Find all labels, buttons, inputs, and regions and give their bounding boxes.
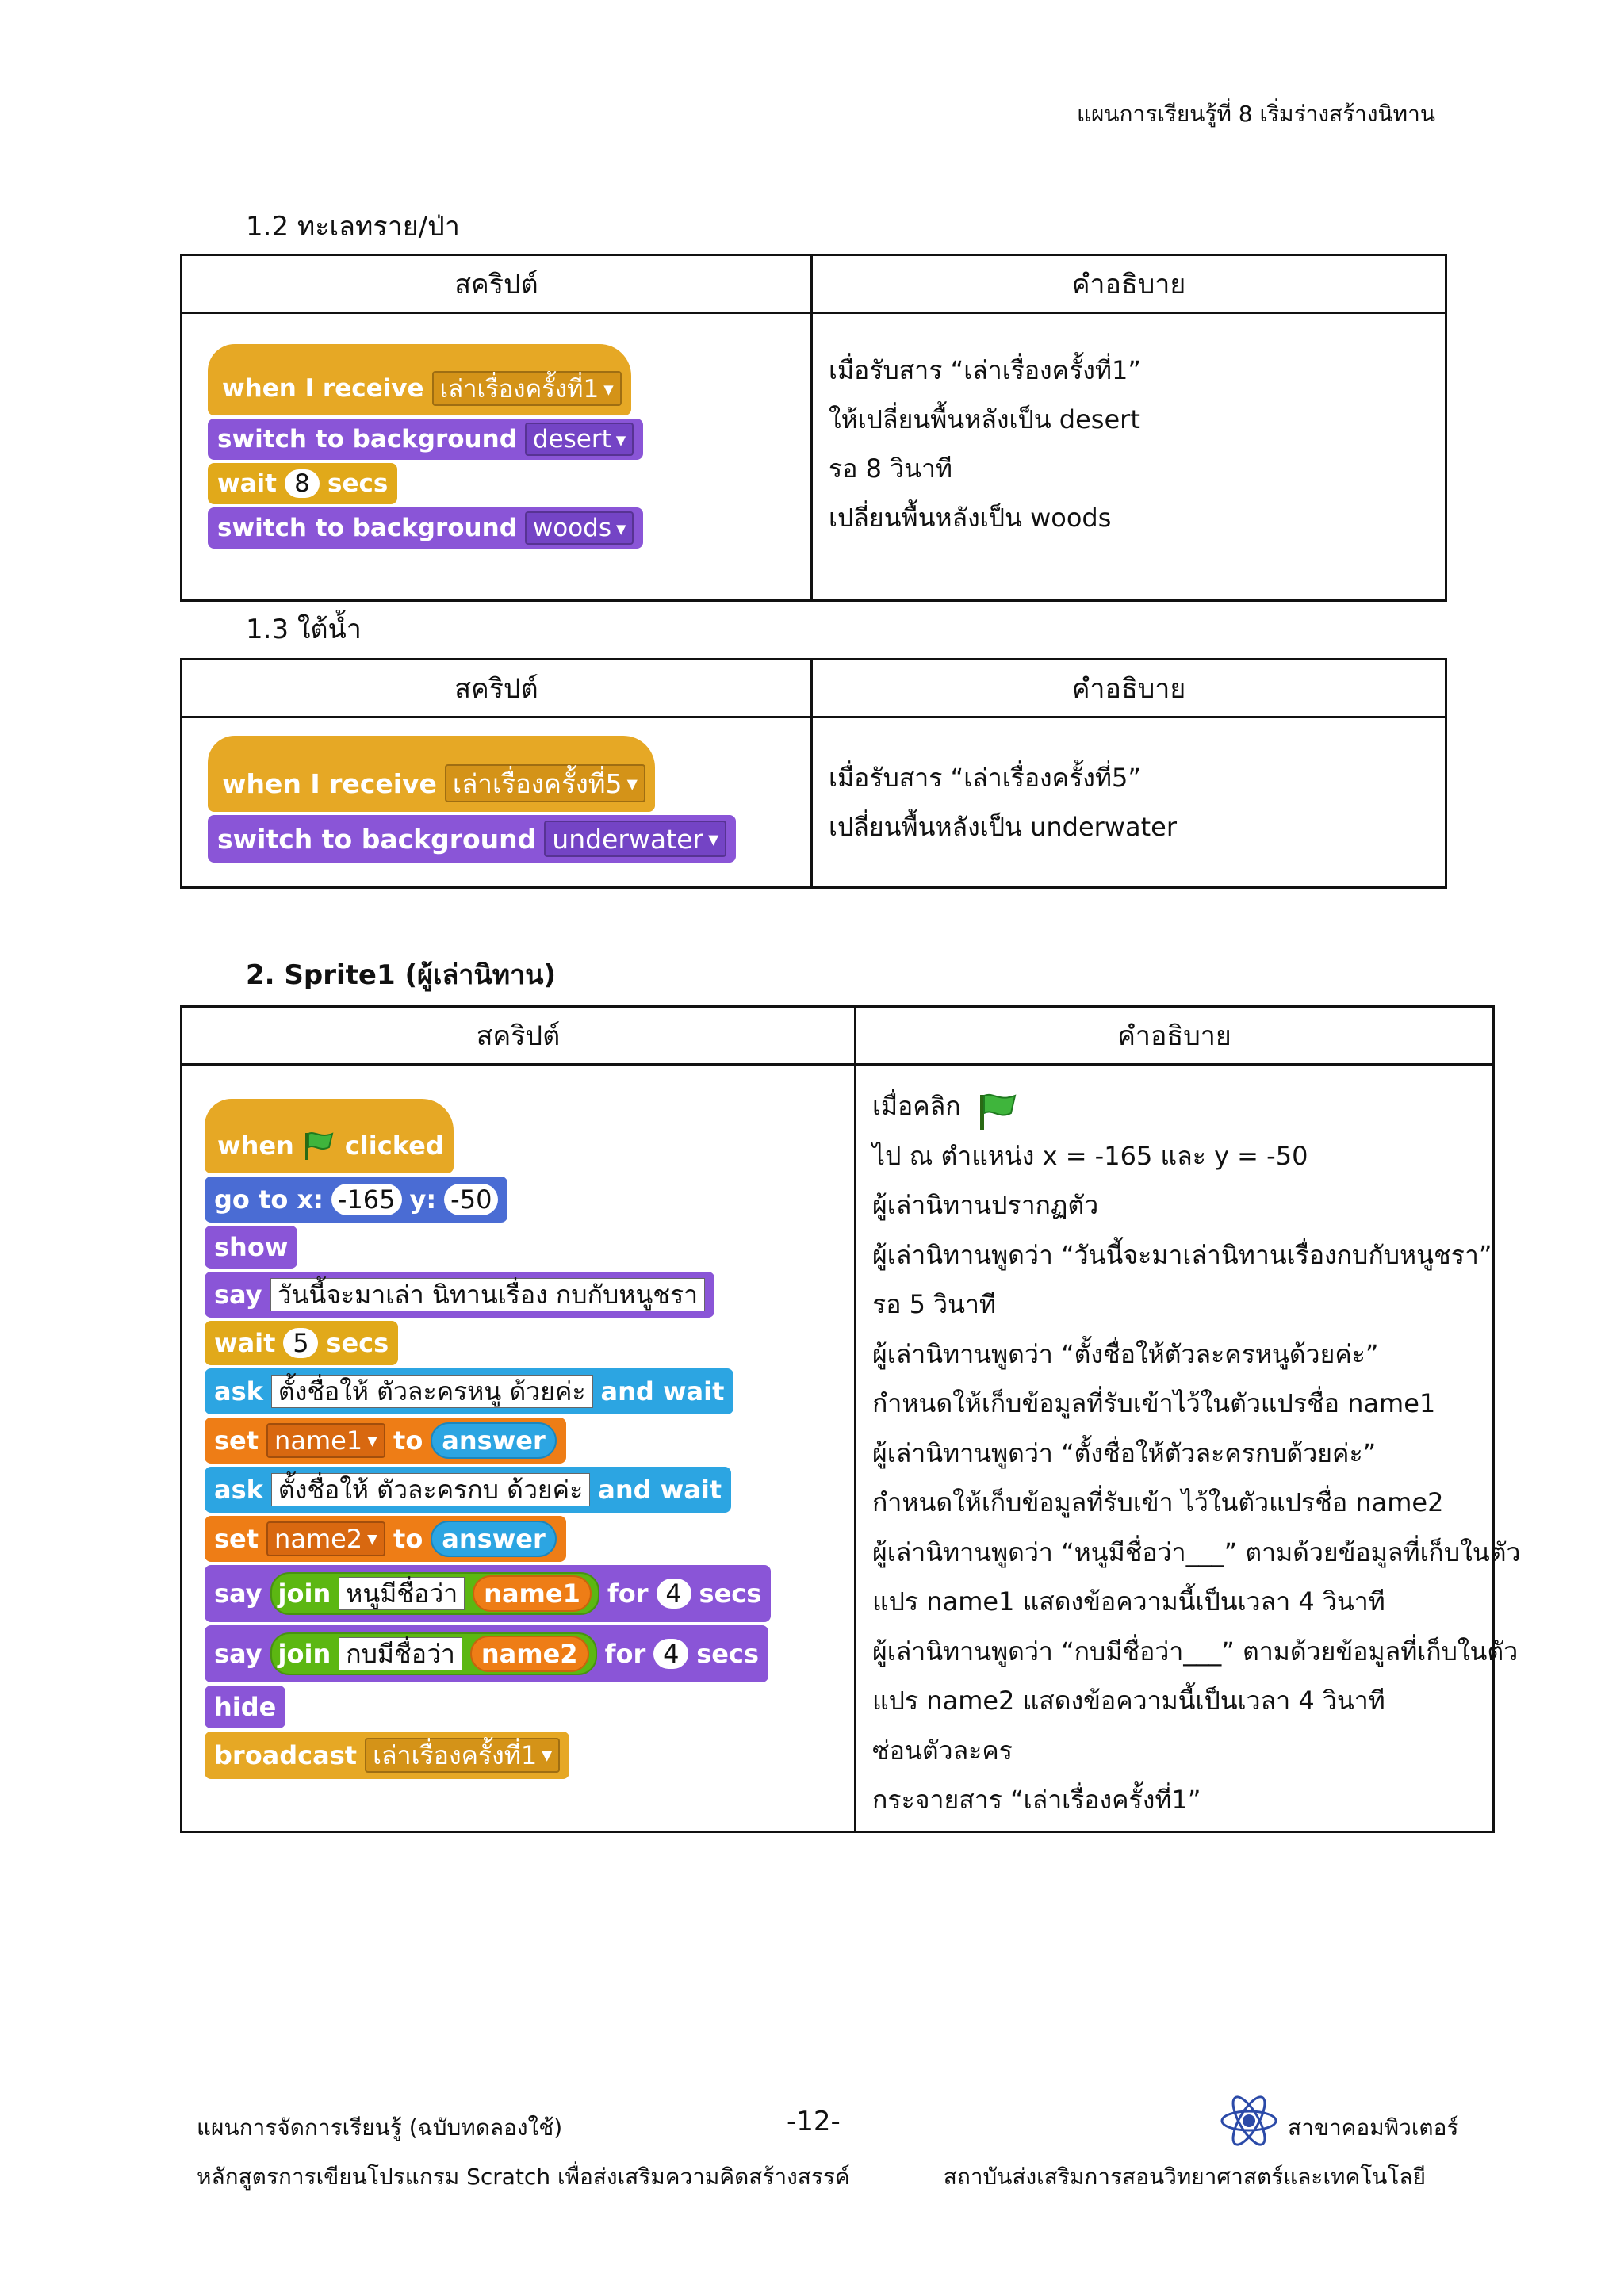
description-text: เมื่อคลิก (872, 1091, 961, 1121)
when-receive-block[interactable] (208, 344, 631, 415)
section-1-3-title: 1.3 ใต้น้ำ (246, 614, 362, 645)
green-flag-icon (302, 1130, 337, 1161)
script-cell (182, 718, 812, 888)
join-text-input[interactable]: กบมีชื่อว่า (339, 1637, 462, 1670)
ask-text-input[interactable]: ตั้งชื่อให้ ตัวละครกบ ด้วยค่ะ (271, 1473, 590, 1506)
block-label: wait (217, 469, 278, 498)
desc-cell (812, 718, 1446, 888)
script-cell (182, 313, 812, 601)
description-line: รอ 5 วินาที (872, 1289, 997, 1319)
block-label: join (278, 1578, 331, 1609)
block-label: join (278, 1639, 331, 1669)
when-receive-block[interactable] (208, 736, 655, 812)
block-label: set (214, 1524, 259, 1554)
description-line: เมื่อรับสาร “เล่าเรื่องครั้งที่5” (829, 763, 1141, 793)
block-label: switch to background (217, 823, 537, 855)
description-line: ผู้เล่านิทานพูดว่า “ตั้งชื่อให้ตัวละครหนูด้วยค่ะ” (872, 1338, 1379, 1369)
wait-block[interactable] (205, 1321, 398, 1365)
block-label: and wait (600, 1376, 725, 1406)
description-line: เปลี่ยนพื้นหลังเป็น underwater (829, 812, 1177, 842)
broadcast-block[interactable] (205, 1732, 569, 1779)
script-stack-sprite1 (182, 1066, 854, 1779)
join-reporter[interactable] (270, 1632, 597, 1675)
description-line: ผู้เล่านิทานพูดว่า “หนูมีชื่อว่า___” ตามด้วยข้อมูลที่เก็บในตัว (872, 1536, 1521, 1567)
page-header: แผนการเรียนรู้ที่ 8 เริ่มร่างสร้างนิทาน (1076, 101, 1435, 127)
when-flag-clicked-block[interactable] (205, 1099, 454, 1173)
description-line: ผู้เล่านิทานปรากฏตัว (872, 1190, 1099, 1220)
description-line: ให้เปลี่ยนพื้นหลังเป็น desert (829, 404, 1140, 434)
block-label: say (214, 1578, 262, 1609)
say-for-secs-block[interactable] (205, 1565, 771, 1622)
set-variable-block[interactable] (205, 1418, 566, 1464)
description-line: รอ 8 วินาที (829, 453, 953, 484)
page-number: -12- (787, 2106, 841, 2137)
secs-input[interactable]: 4 (657, 1578, 691, 1609)
description-line: เมื่อรับสาร “เล่าเรื่องครั้งที่1” (829, 355, 1141, 385)
block-label: secs (696, 1639, 760, 1669)
block-label: set (214, 1425, 259, 1456)
show-block[interactable]: show (205, 1226, 297, 1269)
description-list (813, 718, 1445, 851)
block-label: secs (699, 1578, 762, 1609)
block-label: secs (327, 469, 389, 498)
wait-seconds-input[interactable]: 8 (285, 469, 320, 498)
description-line: ไป ณ ตำแหน่ง x = -165 และ y = -50 (872, 1140, 1308, 1171)
say-text-input[interactable]: วันนี้จะมาเล่า นิทานเรื่อง กบกับหนูชรา (270, 1278, 706, 1311)
table-1-2 (180, 254, 1447, 602)
variable-reporter[interactable]: name1 (473, 1575, 592, 1612)
wait-seconds-input[interactable]: 5 (283, 1328, 318, 1358)
block-label: to (393, 1425, 423, 1456)
block-label: say (214, 1280, 262, 1310)
block-label: switch to background (217, 514, 517, 542)
description-line: กระจายสาร “เล่าเรื่องครั้งที่1” (872, 1785, 1201, 1815)
footer-right-line2: สถาบันส่งเสริมการสอนวิทยาศาสตร์และเทคโนโลยี (943, 2164, 1426, 2190)
description-list (856, 1066, 1521, 1825)
block-label: when I receive (222, 374, 424, 403)
message-dropdown[interactable]: เล่าเรื่องครั้งที่1 ▾ (432, 371, 622, 406)
header-desc: คำอธิบาย (812, 255, 1446, 313)
description-list (813, 314, 1445, 542)
say-block[interactable] (205, 1272, 714, 1318)
block-label: go to x: (214, 1184, 324, 1215)
switch-bg-block[interactable] (208, 815, 736, 863)
variable-dropdown[interactable]: name2 ▾ (266, 1521, 385, 1556)
hide-block[interactable]: hide (205, 1686, 285, 1728)
block-label: switch to background (217, 425, 517, 453)
join-reporter[interactable] (270, 1572, 599, 1615)
script-stack-1-2 (182, 314, 810, 549)
background-dropdown[interactable]: woods ▾ (525, 511, 634, 545)
answer-reporter[interactable]: answer (431, 1422, 556, 1459)
footer-left-line2: หลักสูตรการเขียนโปรแกรม Scratch เพื่อส่งเสริมความคิดสร้างสรรค์ (197, 2164, 850, 2190)
header-script: สคริปต์ (182, 1007, 856, 1065)
header-desc: คำอธิบาย (812, 660, 1446, 718)
block-label: broadcast (214, 1740, 358, 1770)
block-label: when I receive (222, 767, 437, 799)
block-label: and wait (598, 1475, 722, 1505)
block-label: when (217, 1131, 294, 1161)
header-script: สคริปต์ (182, 255, 812, 313)
ask-and-wait-block[interactable] (205, 1368, 733, 1414)
desc-cell (856, 1065, 1521, 1832)
description-line: แปร name1 แสดงข้อความนี้เป็นเวลา 4 วินาที (872, 1586, 1385, 1617)
description-line: กำหนดให้เก็บข้อมูลที่รับเข้าไว้ในตัวแปรชื่อ name1 (872, 1388, 1436, 1418)
block-label: ask (214, 1376, 263, 1406)
join-text-input[interactable]: หนูมีชื่อว่า (339, 1577, 465, 1610)
footer-right-line1: สาขาคอมพิวเตอร์ (1288, 2114, 1459, 2141)
answer-reporter[interactable]: answer (431, 1521, 556, 1557)
footer-left-line1: แผนการจัดการเรียนรู้ (ฉบับทดลองใช้) (197, 2114, 563, 2141)
switch-bg-block[interactable] (208, 507, 643, 549)
background-dropdown[interactable]: underwater ▾ (544, 821, 726, 857)
description-line: ผู้เล่านิทานพูดว่า “วันนี้จะมาเล่านิทานเรื่องกบกับหนูชรา” (872, 1239, 1492, 1270)
say-for-secs-block[interactable] (205, 1625, 768, 1682)
secs-input[interactable]: 4 (653, 1639, 688, 1669)
description-line: ผู้เล่านิทานพูดว่า “ตั้งชื่อให้ตัวละครกบด้วยค่ะ” (872, 1437, 1377, 1468)
ask-and-wait-block[interactable] (205, 1467, 731, 1513)
x-input[interactable]: -165 (331, 1184, 402, 1215)
block-label: y: (409, 1184, 437, 1215)
block-label: wait (214, 1328, 276, 1358)
desc-cell (812, 313, 1446, 601)
block-label: clicked (344, 1131, 444, 1161)
block-label: say (214, 1639, 262, 1669)
ipst-logo-icon (1218, 2090, 1280, 2152)
message-dropdown[interactable]: เล่าเรื่องครั้งที่5 ▾ (445, 764, 645, 802)
header-desc: คำอธิบาย (856, 1007, 1494, 1065)
description-line: กำหนดให้เก็บข้อมูลที่รับเข้า ไว้ในตัวแปรชื่อ name2 (872, 1487, 1444, 1517)
description-line: เปลี่ยนพื้นหลังเป็น woods (829, 503, 1112, 533)
block-label: for (607, 1578, 649, 1609)
y-input[interactable]: -50 (444, 1184, 498, 1215)
section-1-2-title: 1.2 ทะเลทราย/ป่า (246, 211, 460, 243)
table-1-3 (180, 658, 1447, 889)
background-dropdown[interactable]: desert ▾ (525, 423, 634, 456)
description-line: ซ่อนตัวละคร (872, 1735, 1013, 1766)
block-label: for (604, 1639, 646, 1669)
message-dropdown[interactable]: เล่าเรื่องครั้งที่1 ▾ (365, 1738, 560, 1773)
wait-block[interactable] (208, 463, 397, 504)
block-label: to (393, 1524, 423, 1554)
variable-reporter[interactable]: name2 (470, 1636, 589, 1672)
section-2-title: 2. Sprite1 (ผู้เล่านิทาน) (246, 959, 556, 991)
go-to-xy-block[interactable] (205, 1177, 508, 1223)
description-line: ผู้เล่านิทานพูดว่า “กบมีชื่อว่า___” ตามด้วยข้อมูลที่เก็บในตัว (872, 1636, 1519, 1667)
description-line (872, 1081, 1492, 1131)
green-flag-icon (975, 1090, 1020, 1131)
header-script: สคริปต์ (182, 660, 812, 718)
switch-bg-block[interactable] (208, 419, 643, 460)
variable-dropdown[interactable]: name1 ▾ (266, 1423, 385, 1458)
ask-text-input[interactable]: ตั้งชื่อให้ ตัวละครหนู ด้วยค่ะ (271, 1375, 593, 1408)
block-label: secs (326, 1328, 389, 1358)
block-label: ask (214, 1475, 263, 1505)
description-line: แปร name2 แสดงข้อความนี้เป็นเวลา 4 วินาที (872, 1686, 1385, 1716)
script-stack-1-3 (182, 718, 810, 863)
table-2 (180, 1005, 1521, 1833)
script-cell (182, 1065, 856, 1832)
set-variable-block[interactable] (205, 1516, 566, 1562)
